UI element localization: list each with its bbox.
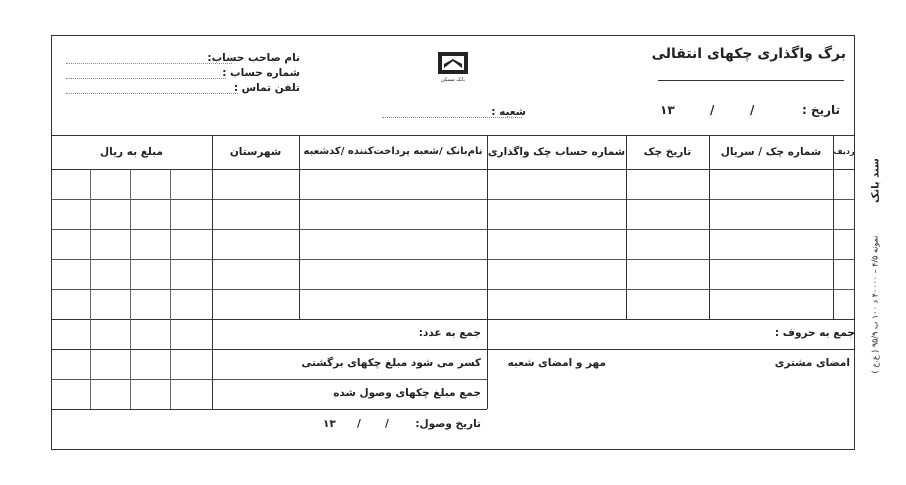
account-number-field[interactable] [66, 78, 226, 79]
table-row[interactable] [51, 169, 855, 199]
col-header-check-number: شماره چک / سریال [720, 146, 822, 158]
side-label-bank-document: سند بانک [870, 158, 882, 203]
returned-checks-label: کسر می شود مبلغ چکهای برگشتی [301, 357, 481, 369]
collection-date-year-prefix[interactable]: ۱۳ [323, 418, 336, 430]
total-in-words-label: جمع به حروف : [774, 327, 855, 339]
total-in-numbers-label: جمع به عدد: [418, 327, 481, 339]
branch-stamp-label: مهر و امضای شعبه [507, 357, 606, 369]
branch-field[interactable] [382, 117, 522, 118]
date-year-prefix[interactable]: ۱۳ [660, 103, 675, 117]
bank-logo-caption: بانک مسکن [440, 77, 466, 83]
col-header-account-number: شماره حساب چک واگذاری [487, 146, 626, 158]
date-separator: / [710, 103, 715, 117]
form-title: برگ واگذاری چکهای انتقالی [651, 46, 846, 62]
col-header-city: شهرستان [229, 146, 282, 158]
date-separator: / [750, 103, 755, 117]
summary-line [51, 409, 487, 410]
signature-area[interactable] [487, 349, 855, 449]
total-in-words-field[interactable] [487, 319, 855, 349]
table-row[interactable] [51, 199, 855, 229]
side-label-form-code: نمونه ۴/۵ – ۴۰۰۰۰ د ۱۰۰ ب ۹۵/۹ ( ع.خ ) [870, 235, 880, 374]
total-in-numbers-field[interactable] [212, 319, 487, 349]
table-row[interactable] [51, 229, 855, 259]
collection-date-label: تاریخ وصول: [415, 418, 481, 430]
col-header-amount: مبلغ به ریال [100, 146, 163, 158]
table-row[interactable] [51, 289, 855, 319]
branch-label: شعبه : [491, 106, 526, 118]
summary-line [51, 379, 487, 380]
phone-label: تلفن تماس : [233, 82, 300, 94]
account-holder-label: نام صاحب حساب: [207, 52, 300, 64]
collected-total-label: جمع مبلغ چکهای وصول شده [333, 387, 481, 399]
col-header-row-number: ردیف [833, 147, 855, 156]
phone-field[interactable] [66, 93, 238, 94]
title-underline [658, 80, 844, 81]
bank-logo-icon [438, 52, 468, 74]
date-label: تاریخ : [801, 103, 840, 117]
col-header-bank-branch: نام‌بانک /شعبه پرداخت‌کننده /کدشعبه [303, 146, 483, 157]
customer-signature-label: امضای مشتری [774, 357, 850, 369]
account-number-label: شماره حساب : [222, 67, 300, 79]
col-header-check-date: تاریخ چک [643, 146, 692, 158]
collection-date-separator: / [385, 418, 389, 430]
account-holder-field[interactable] [66, 63, 232, 64]
chevron-up-icon [444, 59, 462, 68]
table-row[interactable] [51, 259, 855, 289]
collection-date-separator: / [357, 418, 361, 430]
